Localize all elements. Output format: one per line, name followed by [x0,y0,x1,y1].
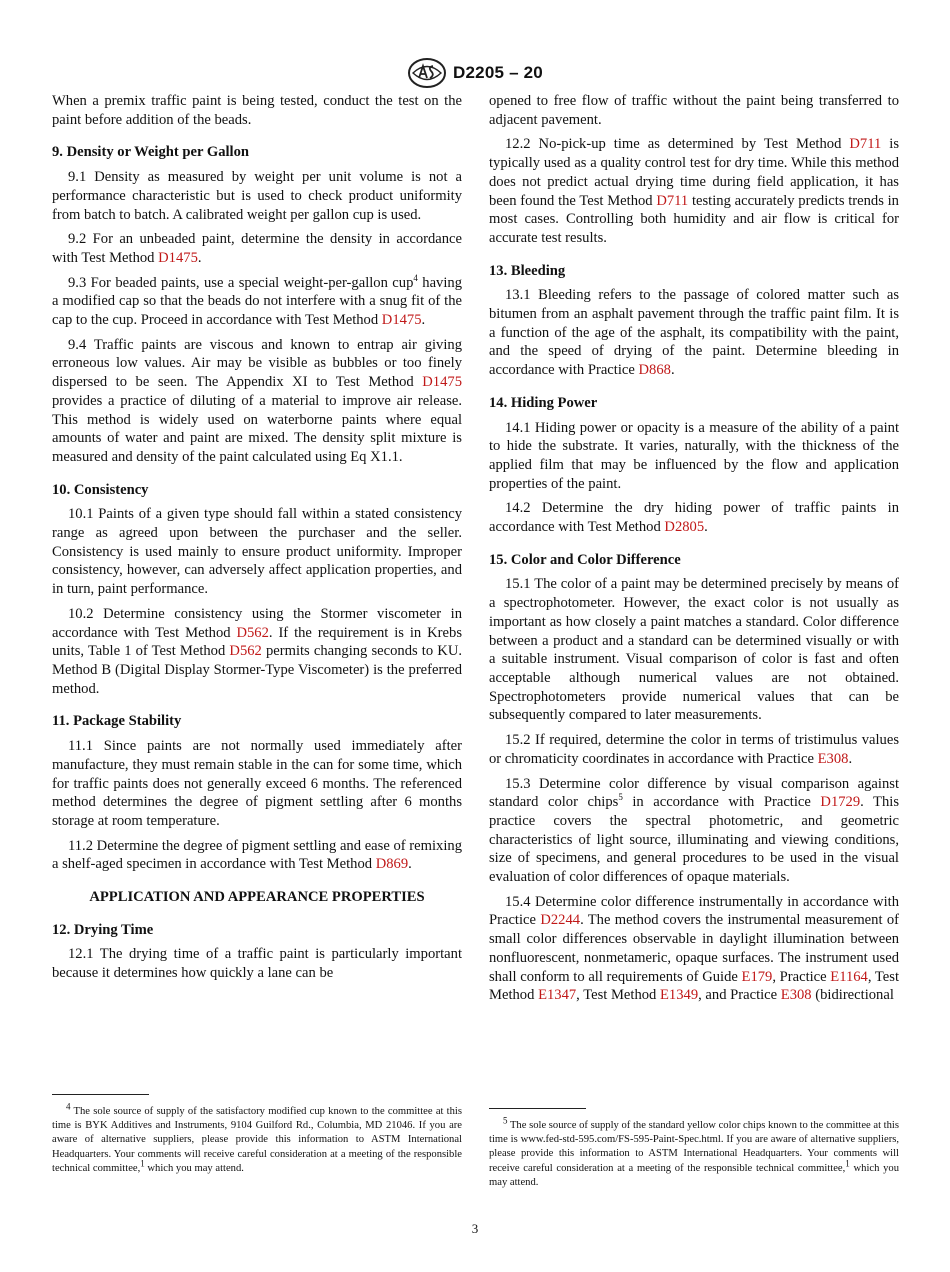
footnote-4 [52,1094,462,1176]
ref-link-e179[interactable]: E179 [741,968,773,985]
ref-link-d562[interactable]: D562 [236,624,269,641]
section-9-title: 9. Density or Weight per Gallon [52,144,250,161]
ref-link-e1349[interactable]: E1349 [660,987,699,1004]
footnote-ref-4: 4 [413,272,418,283]
right-column [489,92,899,1011]
page-number: 3 [471,1221,479,1236]
para-12-2: 12.2 No-pick-up time as determined by Test Method D711 is typically used as a quality control test for dry time. While this method does not predict actual drying time during field application, it has been found the Test Method D711 testing accurately predicts trends in most cases. Controlling both humidity and air flow is critical for accurate test results. [489,136,899,246]
ref-link-e308[interactable]: E308 [780,987,812,1004]
para-9-2: 9.2 For an unbeaded paint, determine the density in accordance with Test Method D1475. [52,231,462,266]
para-12-1: 12.1 The drying time of a traffic paint is particularly important because it determines how quickly a lane can be [52,946,462,982]
para-15-2: 15.2 If required, determine the color in terms of tristimulus values or chromaticity coordinates in accordance with Practice E308. [489,732,899,767]
para-14-1: 14.1 Hiding power or opacity is a measure of the ability of a paint to hide the substrate. It varies, naturally, with the thickness of the applied film that may be influenced by the flow and application properties of the paint. [489,419,899,492]
ref-link-d711[interactable]: D711 [656,192,689,209]
para-9-3: 9.3 For beaded paints, use a special weight-per-gallon cup$^4$ having a modified cap so that the beads do not interfere with a snug fit of the cap to the cup. Proceed in accordance with Test Method D1475. [52,272,462,329]
para-15-4: 15.4 Determine color difference instrumentally in accordance with Practice D2244. The method covers the instrumental measurement of small color differences observable in daylight illumination between nonfluorescent, nonmetameric, opaque surfaces. The instrument used shall conform to all requirements of Guide E179, Practice E1164, Test Method E1347, Test Method E1349, and Practice E308 (bidirectional [489,893,900,1004]
para-15-1: 15.1 The color of a paint may be determined precisely by means of a spectrophotometer. However, the exact color is not usually as important as how closely a paint matches a standard. Color difference between a product and a standard can be determined visually or with a suitable instrument. Visual comparison of color is fast and often acceptable although numerical values are not obtained. Spectrophotometers provide numerical values that can be subsequently compared to later measurements. [489,576,899,724]
para-10-1: 10.1 Paints of a given type should fall within a stated consistency range as agreed upon between the purchaser and the seller. Consistency is used mainly to ensure product uniformity. Improper consistency, however, can adversely affect application properties, and in turn, paint performance. [52,506,462,598]
ref-link-d711[interactable]: D711 [849,136,882,153]
astm-logo-icon [407,56,447,90]
footnote-divider [52,1094,149,1095]
footnote-divider [489,1108,586,1109]
left-column [52,92,462,989]
ref-link-d2805[interactable]: D2805 [664,519,705,536]
page-header [0,56,950,90]
continuation-paragraph: opened to free flow of traffic without the paint being transferred to adjacent pavement. [489,93,899,128]
para-9-4: 9.4 Traffic paints are viscous and known to entrap air giving erroneous low values. Air may be visible as bubbles or too finely dispersed to be seen. The Appendix XI to Test Method D1475 provides a practice of diluting of a material to improve air release. This method is widely used on waterborne paints where equal amounts of water and paint are mixed. The density split mixture is measured and density of the paint calculated using Eq X1.1. [52,336,462,465]
section-10-title: 10. Consistency [52,481,149,498]
ref-link-d1475[interactable]: D1475 [422,374,462,391]
ref-link-d869[interactable]: D869 [375,856,409,873]
ref-link-d2244[interactable]: D2244 [540,912,581,929]
footnote-ref-5: 5 [618,792,623,803]
document-id: D2205 – 20 [453,63,543,82]
section-15-title: 15. Color and Color Difference [489,551,681,568]
ref-link-e308[interactable]: E308 [817,750,849,767]
ref-link-d868[interactable]: D868 [638,362,671,379]
ref-link-d1475[interactable]: D1475 [158,249,198,266]
section-13-title: 13. Bleeding [489,262,566,279]
footnote-5-text: $^5$ The sole source of supply of the standard yellow color chips known to the committee at this time is www.fed-std-595.com/FS-595-Paint-Spec.html. If you are aware of alternative suppliers, please provide this information to ASTM International Headquarters. Your comments will receive careful consideration at a meeting of the responsible technical committee,$^1$ which you may attend. [489,1115,899,1188]
para-13-1: 13.1 Bleeding refers to the passage of colored matter such as bitumen from an asphalt pavement through the traffic paint film. It is a function of the age of the asphalt, its compatibility with the paint, and the speed of drying of the paint. Determine bleeding in accordance with Practice D868. [489,287,899,379]
section-11-title: 11. Package Stability [52,713,182,730]
para-14-2: 14.2 Determine the dry hiding power of traffic paints in accordance with Test Method D2805. [489,500,899,536]
ref-link-d1729[interactable]: D1729 [820,794,861,811]
para-9-1: 9.1 Density as measured by weight per unit volume is not a performance characteristic but is used to check product uniformity from batch to batch. A calibrated weight per gallon cup is used. [52,169,462,223]
ref-link-d562[interactable]: D562 [229,643,262,660]
para-11-2: 11.2 Determine the degree of pigment settling and ease of remixing a shelf-aged specimen in accordance with Test Method D869. [52,837,462,873]
section-12-title: 12. Drying Time [52,921,154,938]
application-heading: APPLICATION AND APPEARANCE PROPERTIES [89,889,425,906]
para-15-3: 15.3 Determine color difference by visual comparison against standard color chips$^5$ in accordance with Practice D1729. This practice covers the spectral photometric, and geometric characteristics of light source, illuminating and viewing conditions, size of specimens, and general procedures to be used in the visual evaluation of color differences of opaque materials. [489,775,900,886]
intro-paragraph: When a premix traffic paint is being tested, conduct the test on the paint before addition of the beads. [52,93,462,128]
footnote-5 [489,1108,899,1190]
footnote-4-text: $^4$ The sole source of supply of the satisfactory modified cup known to the committee at this time is BYK Additives and Instruments, 9104 Guilford Rd., Columbia, MD 21046. If you are aware of alternative suppliers, please provide this information to ASTM International Headquarters. Your comments will receive careful consideration at a meeting of the responsible technical committee,$^1$ which you may attend. [52,1101,462,1174]
ref-link-e1164[interactable]: E1164 [830,968,868,985]
para-11-1: 11.1 Since paints are not normally used immediately after manufacture, they must remain stable in the can for some time, which for traffic paints does not generally exceed 6 months. The referenced method determines the degree of pigment settling after 6 months storage at room temperature. [52,738,462,829]
ref-link-d1475[interactable]: D1475 [381,312,422,329]
ref-link-e1347[interactable]: E1347 [538,987,577,1004]
para-10-2: 10.2 Determine consistency using the Stormer viscometer in accordance with Test Method D562. If the requirement is in Krebs units, Table 1 of Test Method D562 permits changing seconds to KU. Method B (Digital Display Stormer-Type Viscometer) is the preferred method. [52,605,463,697]
section-14-title: 14. Hiding Power [489,394,598,411]
